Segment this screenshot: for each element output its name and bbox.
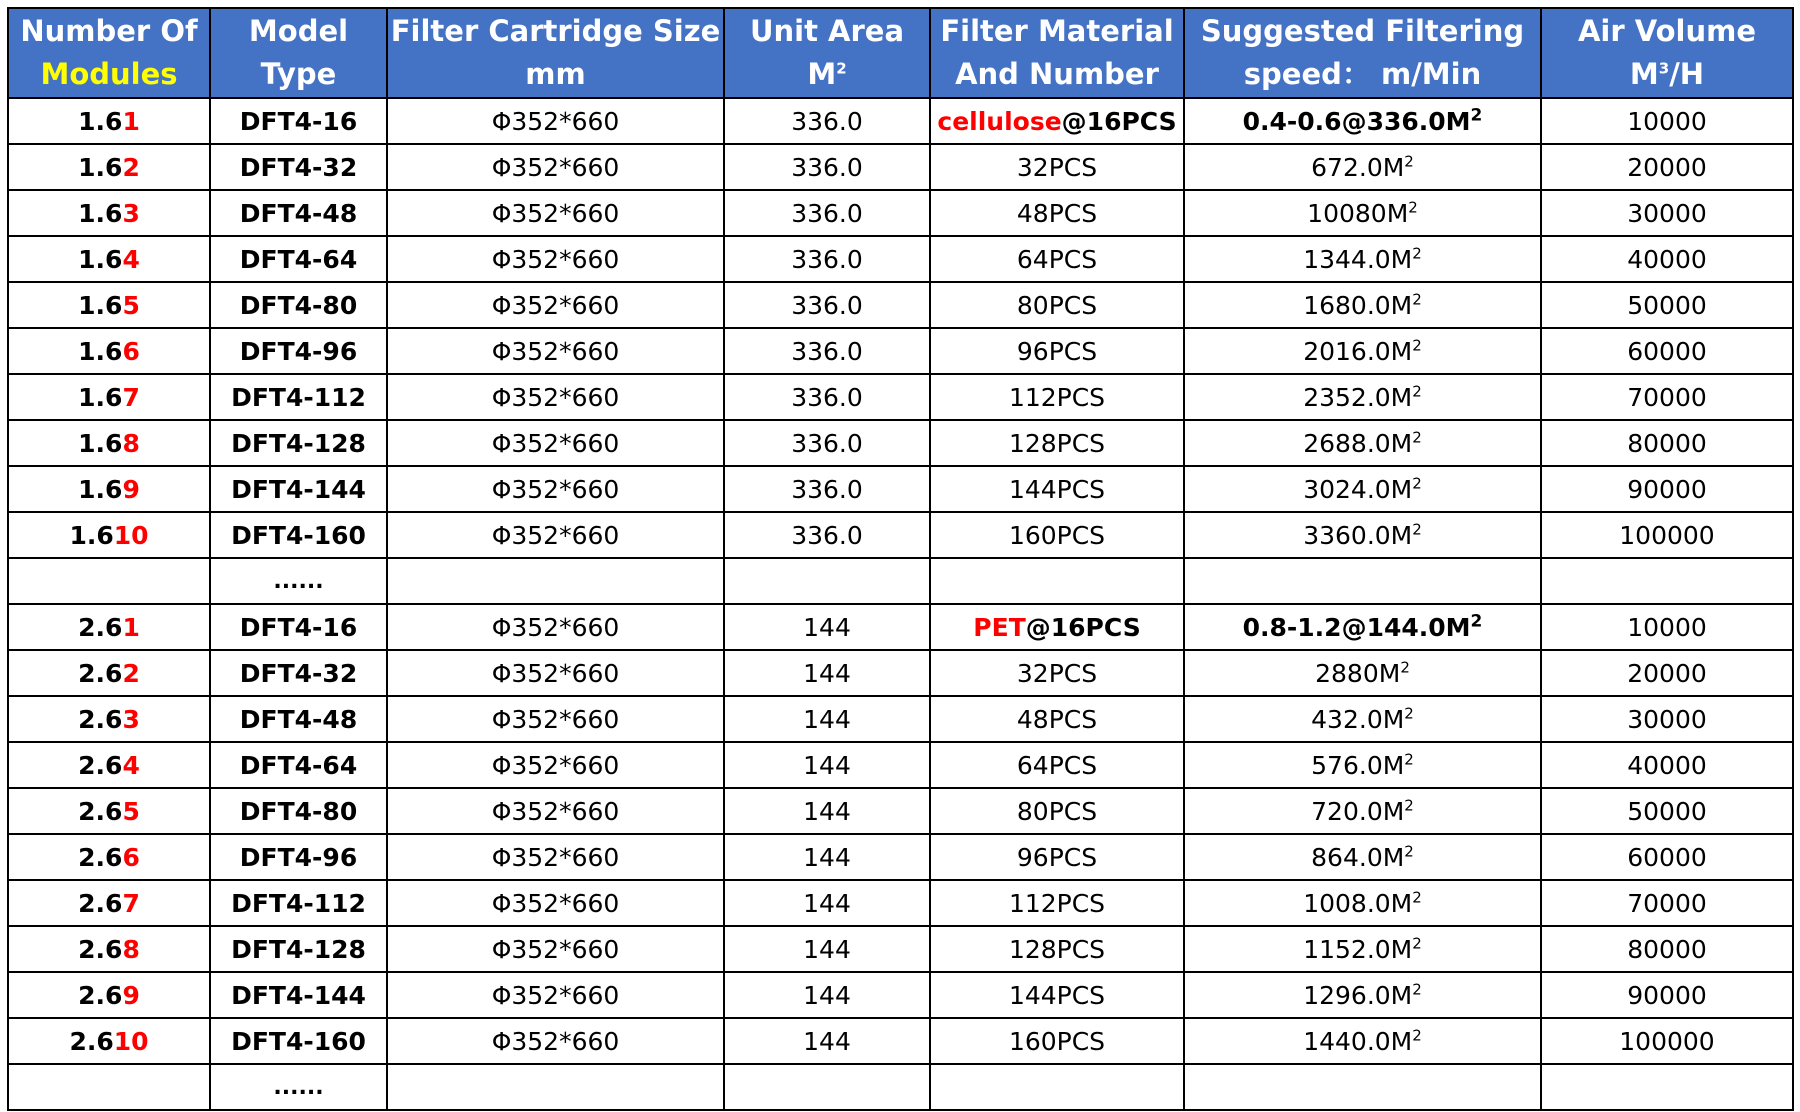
table-row [8, 190, 1793, 236]
material-cell: 32PCS [930, 144, 1184, 190]
size-cell: Φ352*660 [387, 236, 724, 282]
header-model-type: Model Type [210, 8, 387, 98]
modules-cell: 2.61 [8, 604, 210, 650]
model-cell: DFT4-80 [210, 282, 387, 328]
material-cell: 48PCS [930, 190, 1184, 236]
model-cell: DFT4-160 [210, 512, 387, 558]
modules-cell: 1.63 [8, 190, 210, 236]
speed-cell: $432.0M^2$ [1184, 696, 1541, 742]
size-cell: Φ352*660 [387, 1018, 724, 1064]
speed-cell: $0.4-0.6@336.0M^2$ [1184, 98, 1541, 144]
size-cell: Φ352*660 [387, 282, 724, 328]
speed-cell: $1296.0M^2$ [1184, 972, 1541, 1018]
material-cell: 80PCS [930, 788, 1184, 834]
model-cell: DFT4-160 [210, 1018, 387, 1064]
header-modules-highlight: Modules [40, 57, 178, 91]
speed-cell: $1152.0M^2$ [1184, 926, 1541, 972]
modules-cell: 2.69 [8, 972, 210, 1018]
material-cell: 128PCS [930, 926, 1184, 972]
air-cell: 100000 [1541, 512, 1793, 558]
speed-cell: $1008.0M^2$ [1184, 880, 1541, 926]
area-cell: 144 [724, 834, 930, 880]
model-cell: DFT4-48 [210, 696, 387, 742]
table-row [8, 696, 1793, 742]
model-cell: DFT4-96 [210, 834, 387, 880]
size-cell: Φ352*660 [387, 98, 724, 144]
air-cell: 20000 [1541, 650, 1793, 696]
air-cell: 20000 [1541, 144, 1793, 190]
modules-cell: 1.69 [8, 466, 210, 512]
table-row [8, 834, 1793, 880]
model-cell: DFT4-16 [210, 604, 387, 650]
table-row [8, 328, 1793, 374]
model-cell: DFT4-128 [210, 420, 387, 466]
spec-table-wrapper [7, 7, 1794, 1111]
area-cell: 336.0 [724, 236, 930, 282]
modules-cell: 2.68 [8, 926, 210, 972]
area-cell: 336.0 [724, 190, 930, 236]
speed-cell: $2880M^2$ [1184, 650, 1541, 696]
table-row [8, 236, 1793, 282]
modules-cell: 2.66 [8, 834, 210, 880]
air-cell: 30000 [1541, 190, 1793, 236]
material-cell: 128PCS [930, 420, 1184, 466]
size-cell: Φ352*660 [387, 328, 724, 374]
material-cell: 144PCS [930, 466, 1184, 512]
area-cell: 336.0 [724, 282, 930, 328]
speed-cell: $10080M^2$ [1184, 190, 1541, 236]
size-cell: Φ352*660 [387, 420, 724, 466]
area-cell: 144 [724, 1018, 930, 1064]
material-cell: 96PCS [930, 328, 1184, 374]
air-cell: 90000 [1541, 972, 1793, 1018]
table-row [8, 650, 1793, 696]
speed-cell: $1680.0M^2$ [1184, 282, 1541, 328]
air-cell: 10000 [1541, 604, 1793, 650]
air-cell: 60000 [1541, 834, 1793, 880]
area-cell: 144 [724, 604, 930, 650]
air-cell: 100000 [1541, 1018, 1793, 1064]
size-cell: Φ352*660 [387, 972, 724, 1018]
header-number-of-modules: Number Of Modules [8, 8, 210, 98]
speed-cell: $672.0M^2$ [1184, 144, 1541, 190]
size-cell: Φ352*660 [387, 742, 724, 788]
area-cell: 144 [724, 650, 930, 696]
header-unit-area: Unit Area $M^2$ [724, 8, 930, 98]
material-cell: 160PCS [930, 1018, 1184, 1064]
material-cell: 64PCS [930, 236, 1184, 282]
table-row [8, 512, 1793, 558]
air-cell: 10000 [1541, 98, 1793, 144]
modules-cell: 2.610 [8, 1018, 210, 1064]
table-row [8, 420, 1793, 466]
size-cell: Φ352*660 [387, 512, 724, 558]
modules-cell: 2.62 [8, 650, 210, 696]
area-cell: 336.0 [724, 512, 930, 558]
speed-cell: $720.0M^2$ [1184, 788, 1541, 834]
model-cell: DFT4-64 [210, 236, 387, 282]
ellipsis-cell: ...... [210, 558, 387, 604]
table-row [8, 788, 1793, 834]
table-row [8, 742, 1793, 788]
air-cell: 80000 [1541, 926, 1793, 972]
model-cell: DFT4-96 [210, 328, 387, 374]
material-cell: 48PCS [930, 696, 1184, 742]
material-cell: cellulose@16PCS [930, 98, 1184, 144]
speed-cell: $3024.0M^2$ [1184, 466, 1541, 512]
modules-cell: 1.64 [8, 236, 210, 282]
model-cell: DFT4-128 [210, 926, 387, 972]
header-air-volume: Air Volume $M^3/H$ [1541, 8, 1793, 98]
speed-cell: $3360.0M^2$ [1184, 512, 1541, 558]
material-cell: 144PCS [930, 972, 1184, 1018]
table-row [8, 880, 1793, 926]
modules-cell: 1.66 [8, 328, 210, 374]
size-cell: Φ352*660 [387, 374, 724, 420]
area-cell: 144 [724, 926, 930, 972]
area-cell: 336.0 [724, 420, 930, 466]
modules-cell: 2.64 [8, 742, 210, 788]
table-row [8, 926, 1793, 972]
model-cell: DFT4-64 [210, 742, 387, 788]
header-cartridge-size: Filter Cartridge Size mm [387, 8, 724, 98]
modules-cell: 1.67 [8, 374, 210, 420]
size-cell: Φ352*660 [387, 650, 724, 696]
air-cell: 90000 [1541, 466, 1793, 512]
speed-cell: $0.8-1.2@144.0M^2$ [1184, 604, 1541, 650]
material-cell: 160PCS [930, 512, 1184, 558]
size-cell: Φ352*660 [387, 696, 724, 742]
air-cell: 40000 [1541, 742, 1793, 788]
table-row [8, 374, 1793, 420]
area-cell: 336.0 [724, 98, 930, 144]
area-cell: 144 [724, 742, 930, 788]
speed-cell: $2352.0M^2$ [1184, 374, 1541, 420]
size-cell: Φ352*660 [387, 834, 724, 880]
model-cell: DFT4-16 [210, 98, 387, 144]
air-cell: 70000 [1541, 374, 1793, 420]
model-cell: DFT4-144 [210, 972, 387, 1018]
size-cell: Φ352*660 [387, 466, 724, 512]
material-cell: 96PCS [930, 834, 1184, 880]
model-cell: DFT4-32 [210, 144, 387, 190]
size-cell: Φ352*660 [387, 604, 724, 650]
area-cell: 144 [724, 696, 930, 742]
material-cell: 64PCS [930, 742, 1184, 788]
size-cell: Φ352*660 [387, 926, 724, 972]
header-row [8, 8, 1793, 98]
speed-cell: $2016.0M^2$ [1184, 328, 1541, 374]
modules-cell: 1.61 [8, 98, 210, 144]
material-cell: 80PCS [930, 282, 1184, 328]
air-cell: 70000 [1541, 880, 1793, 926]
air-cell: 80000 [1541, 420, 1793, 466]
speed-cell: $1344.0M^2$ [1184, 236, 1541, 282]
area-cell: 144 [724, 880, 930, 926]
speed-cell: $576.0M^2$ [1184, 742, 1541, 788]
size-cell: Φ352*660 [387, 144, 724, 190]
area-cell: 336.0 [724, 144, 930, 190]
model-cell: DFT4-80 [210, 788, 387, 834]
header-filtering-speed: Suggested Filtering speed： m/Min [1184, 8, 1541, 98]
table-row [8, 1018, 1793, 1064]
header-filter-material: Filter Material And Number [930, 8, 1184, 98]
material-cell: 112PCS [930, 880, 1184, 926]
material-cell: PET@16PCS [930, 604, 1184, 650]
table-row [8, 972, 1793, 1018]
modules-cell: 1.610 [8, 512, 210, 558]
table-row [8, 144, 1793, 190]
air-cell: 50000 [1541, 788, 1793, 834]
filter-spec-table [7, 7, 1794, 1111]
area-cell: 336.0 [724, 374, 930, 420]
modules-cell: 2.63 [8, 696, 210, 742]
air-cell: 40000 [1541, 236, 1793, 282]
area-cell: 144 [724, 788, 930, 834]
area-cell: 144 [724, 972, 930, 1018]
speed-cell: $1440.0M^2$ [1184, 1018, 1541, 1064]
ellipsis-cell: ...... [210, 1064, 387, 1110]
ellipsis-row [8, 1064, 1793, 1110]
size-cell: Φ352*660 [387, 190, 724, 236]
modules-cell: 1.65 [8, 282, 210, 328]
modules-cell: 1.68 [8, 420, 210, 466]
model-cell: DFT4-144 [210, 466, 387, 512]
modules-cell: 1.62 [8, 144, 210, 190]
air-cell: 50000 [1541, 282, 1793, 328]
modules-cell: 2.65 [8, 788, 210, 834]
ellipsis-row [8, 558, 1793, 604]
size-cell: Φ352*660 [387, 788, 724, 834]
model-cell: DFT4-112 [210, 880, 387, 926]
model-cell: DFT4-48 [210, 190, 387, 236]
speed-cell: $2688.0M^2$ [1184, 420, 1541, 466]
area-cell: 336.0 [724, 466, 930, 512]
table-row [8, 604, 1793, 650]
area-cell: 336.0 [724, 328, 930, 374]
air-cell: 60000 [1541, 328, 1793, 374]
size-cell: Φ352*660 [387, 880, 724, 926]
material-cell: 112PCS [930, 374, 1184, 420]
air-cell: 30000 [1541, 696, 1793, 742]
table-row [8, 466, 1793, 512]
table-row [8, 282, 1793, 328]
model-cell: DFT4-112 [210, 374, 387, 420]
table-row [8, 98, 1793, 144]
speed-cell: $864.0M^2$ [1184, 834, 1541, 880]
model-cell: DFT4-32 [210, 650, 387, 696]
modules-cell: 2.67 [8, 880, 210, 926]
material-cell: 32PCS [930, 650, 1184, 696]
